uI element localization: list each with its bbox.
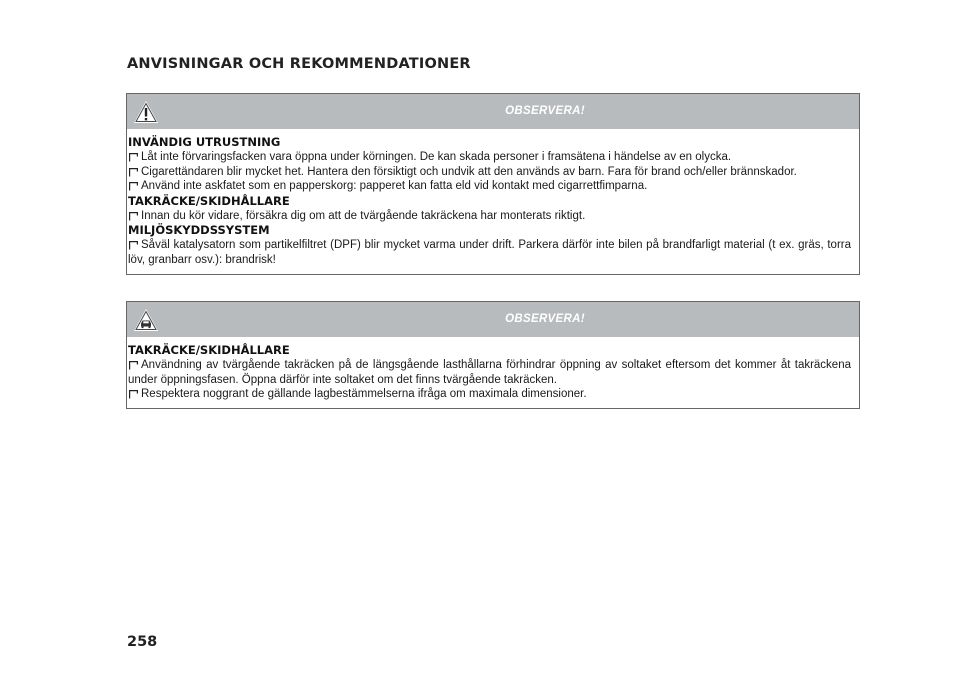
bullet-icon <box>129 241 138 250</box>
warning-box-header <box>127 94 859 129</box>
list-item-text: Användning av tvärgående takräcken på de längsgående lasthållarna förhindrar öppning av soltaket eftersom det kommer åt takräckena under öppningsfasen. Öppna därför inte soltaket om det finns tvärgående takräcken. <box>128 359 851 386</box>
subheading-environment: MILJÖSKYDDSSYSTEM <box>128 223 270 238</box>
bullet-icon <box>129 212 138 221</box>
bullet-icon <box>129 390 138 399</box>
list-item <box>128 358 851 387</box>
list-item <box>128 150 851 165</box>
list-item <box>128 209 851 224</box>
bullet-icon <box>129 361 138 370</box>
list-item <box>128 387 851 402</box>
list-item-text: Använd inte askfatet som en papperskorg: papperet kan fatta eld vid kontakt med cigarrettfimparna. <box>141 180 648 193</box>
vehicle-warning-header-label: OBSERVERA! <box>505 313 585 325</box>
subheading-roof-rack: TAKRÄCKE/SKIDHÅLLARE <box>128 193 290 208</box>
list-item-text: Såväl katalysatorn som partikelfiltret (DPF) blir mycket varma under drift. Parkera därför inte bilen på brandfarligt material (t ex. gräs, torra löv, granbarr osv.): brandrisk! <box>128 239 851 266</box>
warning-box <box>126 93 860 275</box>
list-item <box>128 165 851 180</box>
list-item-text: Låt inte förvaringsfacken vara öppna under körningen. De kan skada personer i framsätena i händelse av en olycka. <box>141 151 732 163</box>
page-number: 258 <box>127 634 158 650</box>
bullet-icon <box>129 153 138 162</box>
list-item-text: Respektera noggrant de gällande lagbestämmelserna ifråga om maximala dimensioner. <box>141 388 587 401</box>
warning-header-label: OBSERVERA! <box>505 105 585 117</box>
subheading-interior: INVÄNDIG UTRUSTNING <box>128 135 281 149</box>
vehicle-warning-box <box>126 301 860 409</box>
subheading-roof-rack: TAKRÄCKE/SKIDHÅLLARE <box>128 343 290 357</box>
section-title: ANVISNINGAR OCH REKOMMENDATIONER <box>127 56 471 72</box>
bullet-icon <box>129 182 138 191</box>
list-item-text: Cigarettändaren blir mycket het. Hantera den försiktigt och undvik att den används av barn. Fara för brand och/eller brännskador. <box>141 165 797 178</box>
list-item-text: Innan du kör vidare, försäkra dig om att de tvärgående takräckena har monterats riktigt. <box>141 209 586 222</box>
vehicle-warning-box-header <box>127 302 859 337</box>
list-item <box>128 238 851 267</box>
list-item <box>128 179 851 194</box>
bullet-icon <box>129 168 138 177</box>
